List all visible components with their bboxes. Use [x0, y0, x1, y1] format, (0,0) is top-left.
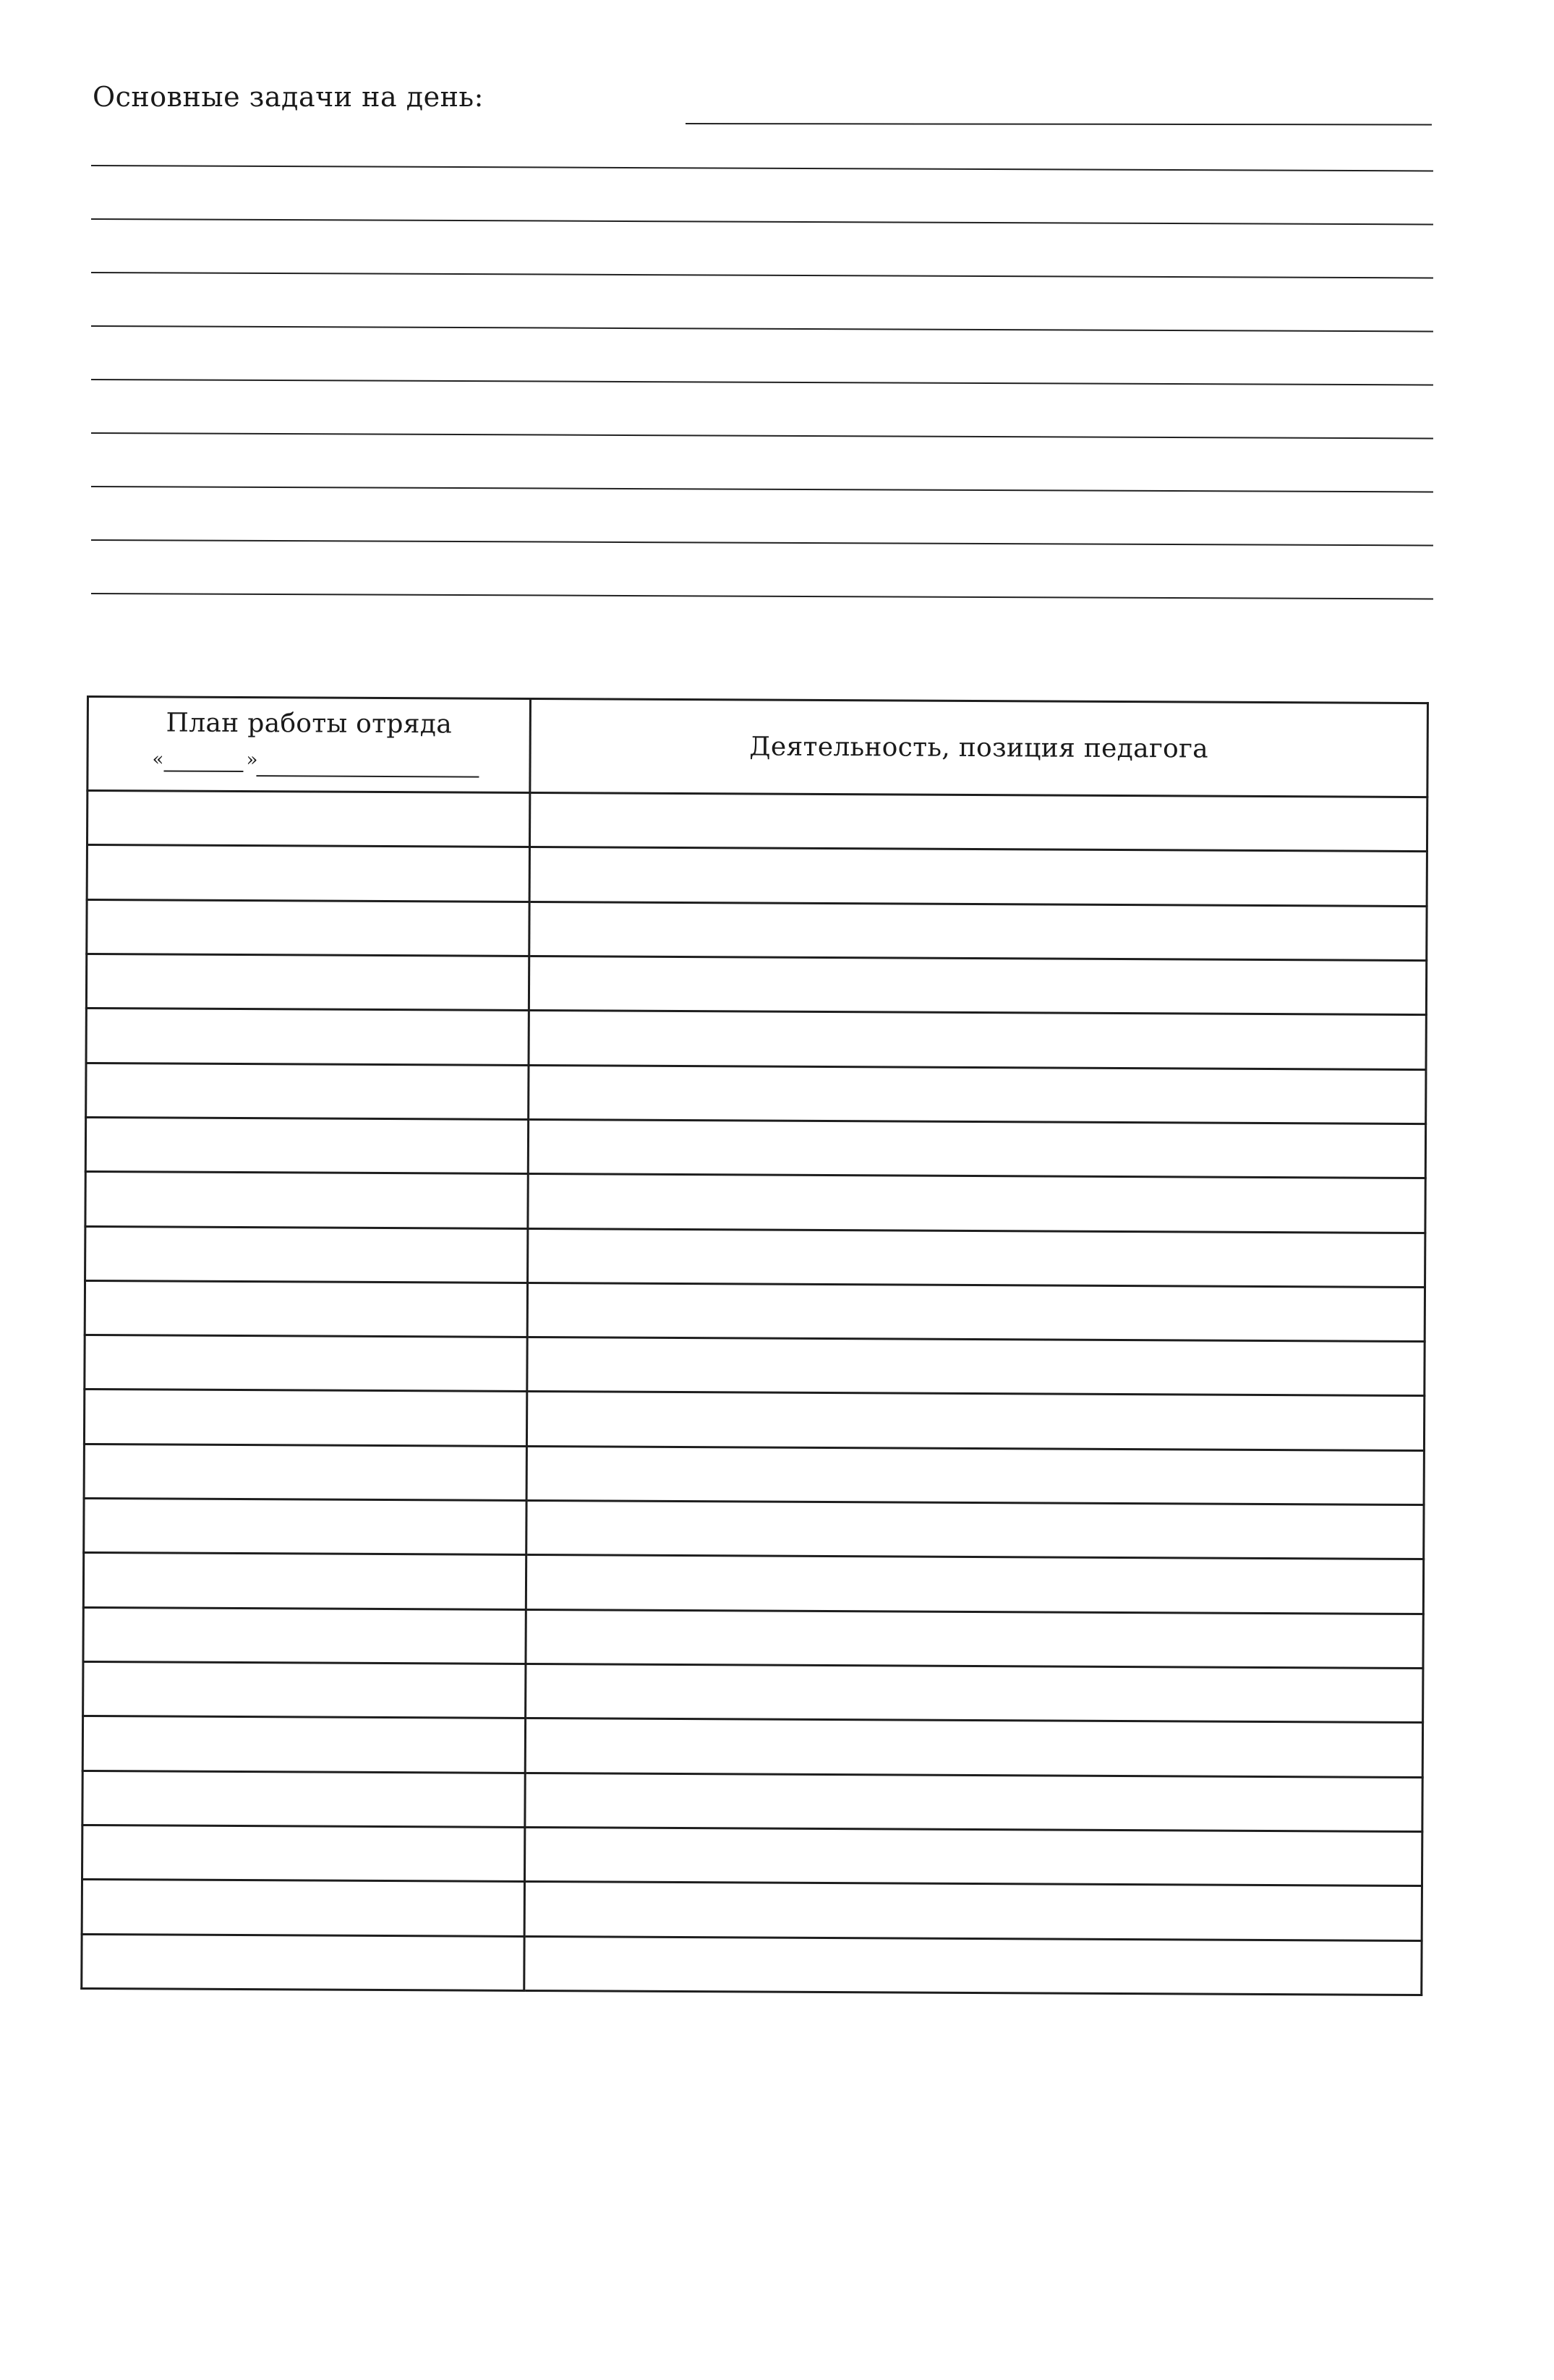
table-row [87, 791, 1427, 852]
plan-cell[interactable] [87, 791, 529, 847]
table-row [84, 1444, 1424, 1504]
table-row [83, 1553, 1423, 1614]
tasks-label: Основные задачи на день: [93, 81, 484, 113]
activity-cell[interactable] [528, 1119, 1425, 1178]
plan-cell[interactable] [84, 1499, 526, 1555]
table-row [84, 1390, 1424, 1450]
table-row [85, 1117, 1425, 1178]
activity-cell[interactable] [524, 1882, 1422, 1940]
plan-table-body [82, 791, 1427, 1995]
table-row [83, 1661, 1423, 1722]
tasks-write-line[interactable] [686, 123, 1432, 125]
activity-cell[interactable] [529, 1011, 1426, 1069]
activity-cell[interactable] [526, 1555, 1423, 1614]
activity-cell[interactable] [527, 1337, 1425, 1396]
tasks-write-line[interactable] [91, 272, 1433, 278]
date-open-quote: « [152, 748, 164, 771]
plan-column-title: План работы отряда [166, 708, 453, 740]
activity-cell[interactable] [528, 1174, 1425, 1233]
plan-cell[interactable] [82, 1825, 524, 1881]
activity-cell[interactable] [526, 1446, 1424, 1504]
date-field[interactable] [152, 750, 479, 780]
table-row [82, 1825, 1422, 1885]
plan-column-header [87, 697, 531, 793]
plan-table-header-row [87, 697, 1428, 797]
plan-cell[interactable] [86, 1009, 529, 1065]
plan-cell[interactable] [86, 1063, 529, 1119]
activity-cell[interactable] [525, 1773, 1422, 1831]
date-month-blank[interactable] [256, 775, 479, 778]
activity-cell[interactable] [529, 847, 1427, 906]
activity-cell[interactable] [526, 1664, 1423, 1722]
plan-cell[interactable] [84, 1390, 526, 1446]
table-row [82, 1880, 1422, 1940]
table-row [84, 1499, 1424, 1559]
table-row [85, 1172, 1425, 1233]
plan-cell[interactable] [87, 899, 529, 956]
table-row [86, 1009, 1426, 1069]
plan-cell[interactable] [86, 954, 529, 1010]
table-row [85, 1226, 1425, 1287]
table-row [87, 899, 1427, 960]
plan-cell[interactable] [84, 1444, 526, 1500]
tasks-write-line[interactable] [91, 486, 1433, 492]
table-row [87, 845, 1427, 906]
activity-cell[interactable] [526, 1392, 1424, 1450]
plan-table [80, 695, 1429, 1996]
activity-cell[interactable] [526, 1501, 1424, 1559]
activity-cell[interactable] [524, 1936, 1422, 1995]
tasks-write-line[interactable] [91, 432, 1433, 439]
activity-cell[interactable] [529, 956, 1426, 1014]
activity-column-header: Деятельность, позиция педагога [530, 698, 1428, 797]
table-row [83, 1607, 1423, 1668]
table-row [86, 1063, 1426, 1123]
table-row [82, 1934, 1422, 1995]
activity-cell[interactable] [525, 1718, 1422, 1777]
plan-cell[interactable] [85, 1226, 528, 1283]
tasks-write-line[interactable] [91, 325, 1433, 332]
plan-cell[interactable] [83, 1553, 526, 1609]
activity-cell[interactable] [528, 1228, 1425, 1287]
table-row [86, 954, 1426, 1014]
plan-cell[interactable] [83, 1607, 526, 1664]
tasks-write-line[interactable] [91, 218, 1433, 225]
plan-cell[interactable] [82, 1771, 525, 1827]
plan-cell[interactable] [85, 1117, 528, 1173]
activity-cell[interactable] [524, 1827, 1422, 1885]
table-row [82, 1771, 1422, 1831]
table-row [82, 1716, 1422, 1777]
tasks-write-line[interactable] [91, 539, 1433, 546]
table-row [85, 1335, 1425, 1396]
plan-cell[interactable] [85, 1335, 527, 1392]
plan-cell[interactable] [85, 1280, 527, 1337]
plan-table-grid [80, 695, 1429, 1996]
plan-cell[interactable] [82, 1716, 525, 1773]
date-day-blank[interactable] [163, 771, 243, 773]
activity-cell[interactable] [527, 1283, 1425, 1341]
activity-cell[interactable] [526, 1609, 1423, 1668]
tasks-write-line[interactable] [91, 165, 1433, 171]
plan-cell[interactable] [85, 1172, 528, 1228]
activity-cell[interactable] [529, 902, 1427, 960]
plan-cell[interactable] [83, 1661, 526, 1718]
plan-cell[interactable] [87, 845, 529, 902]
tasks-write-line[interactable] [91, 379, 1433, 385]
activity-cell[interactable] [529, 792, 1427, 851]
date-close-quote: » [246, 749, 258, 771]
plan-cell[interactable] [82, 1880, 524, 1936]
plan-cell[interactable] [82, 1934, 524, 1990]
tasks-write-line[interactable] [91, 593, 1433, 599]
activity-cell[interactable] [529, 1065, 1426, 1123]
table-row [85, 1280, 1425, 1341]
